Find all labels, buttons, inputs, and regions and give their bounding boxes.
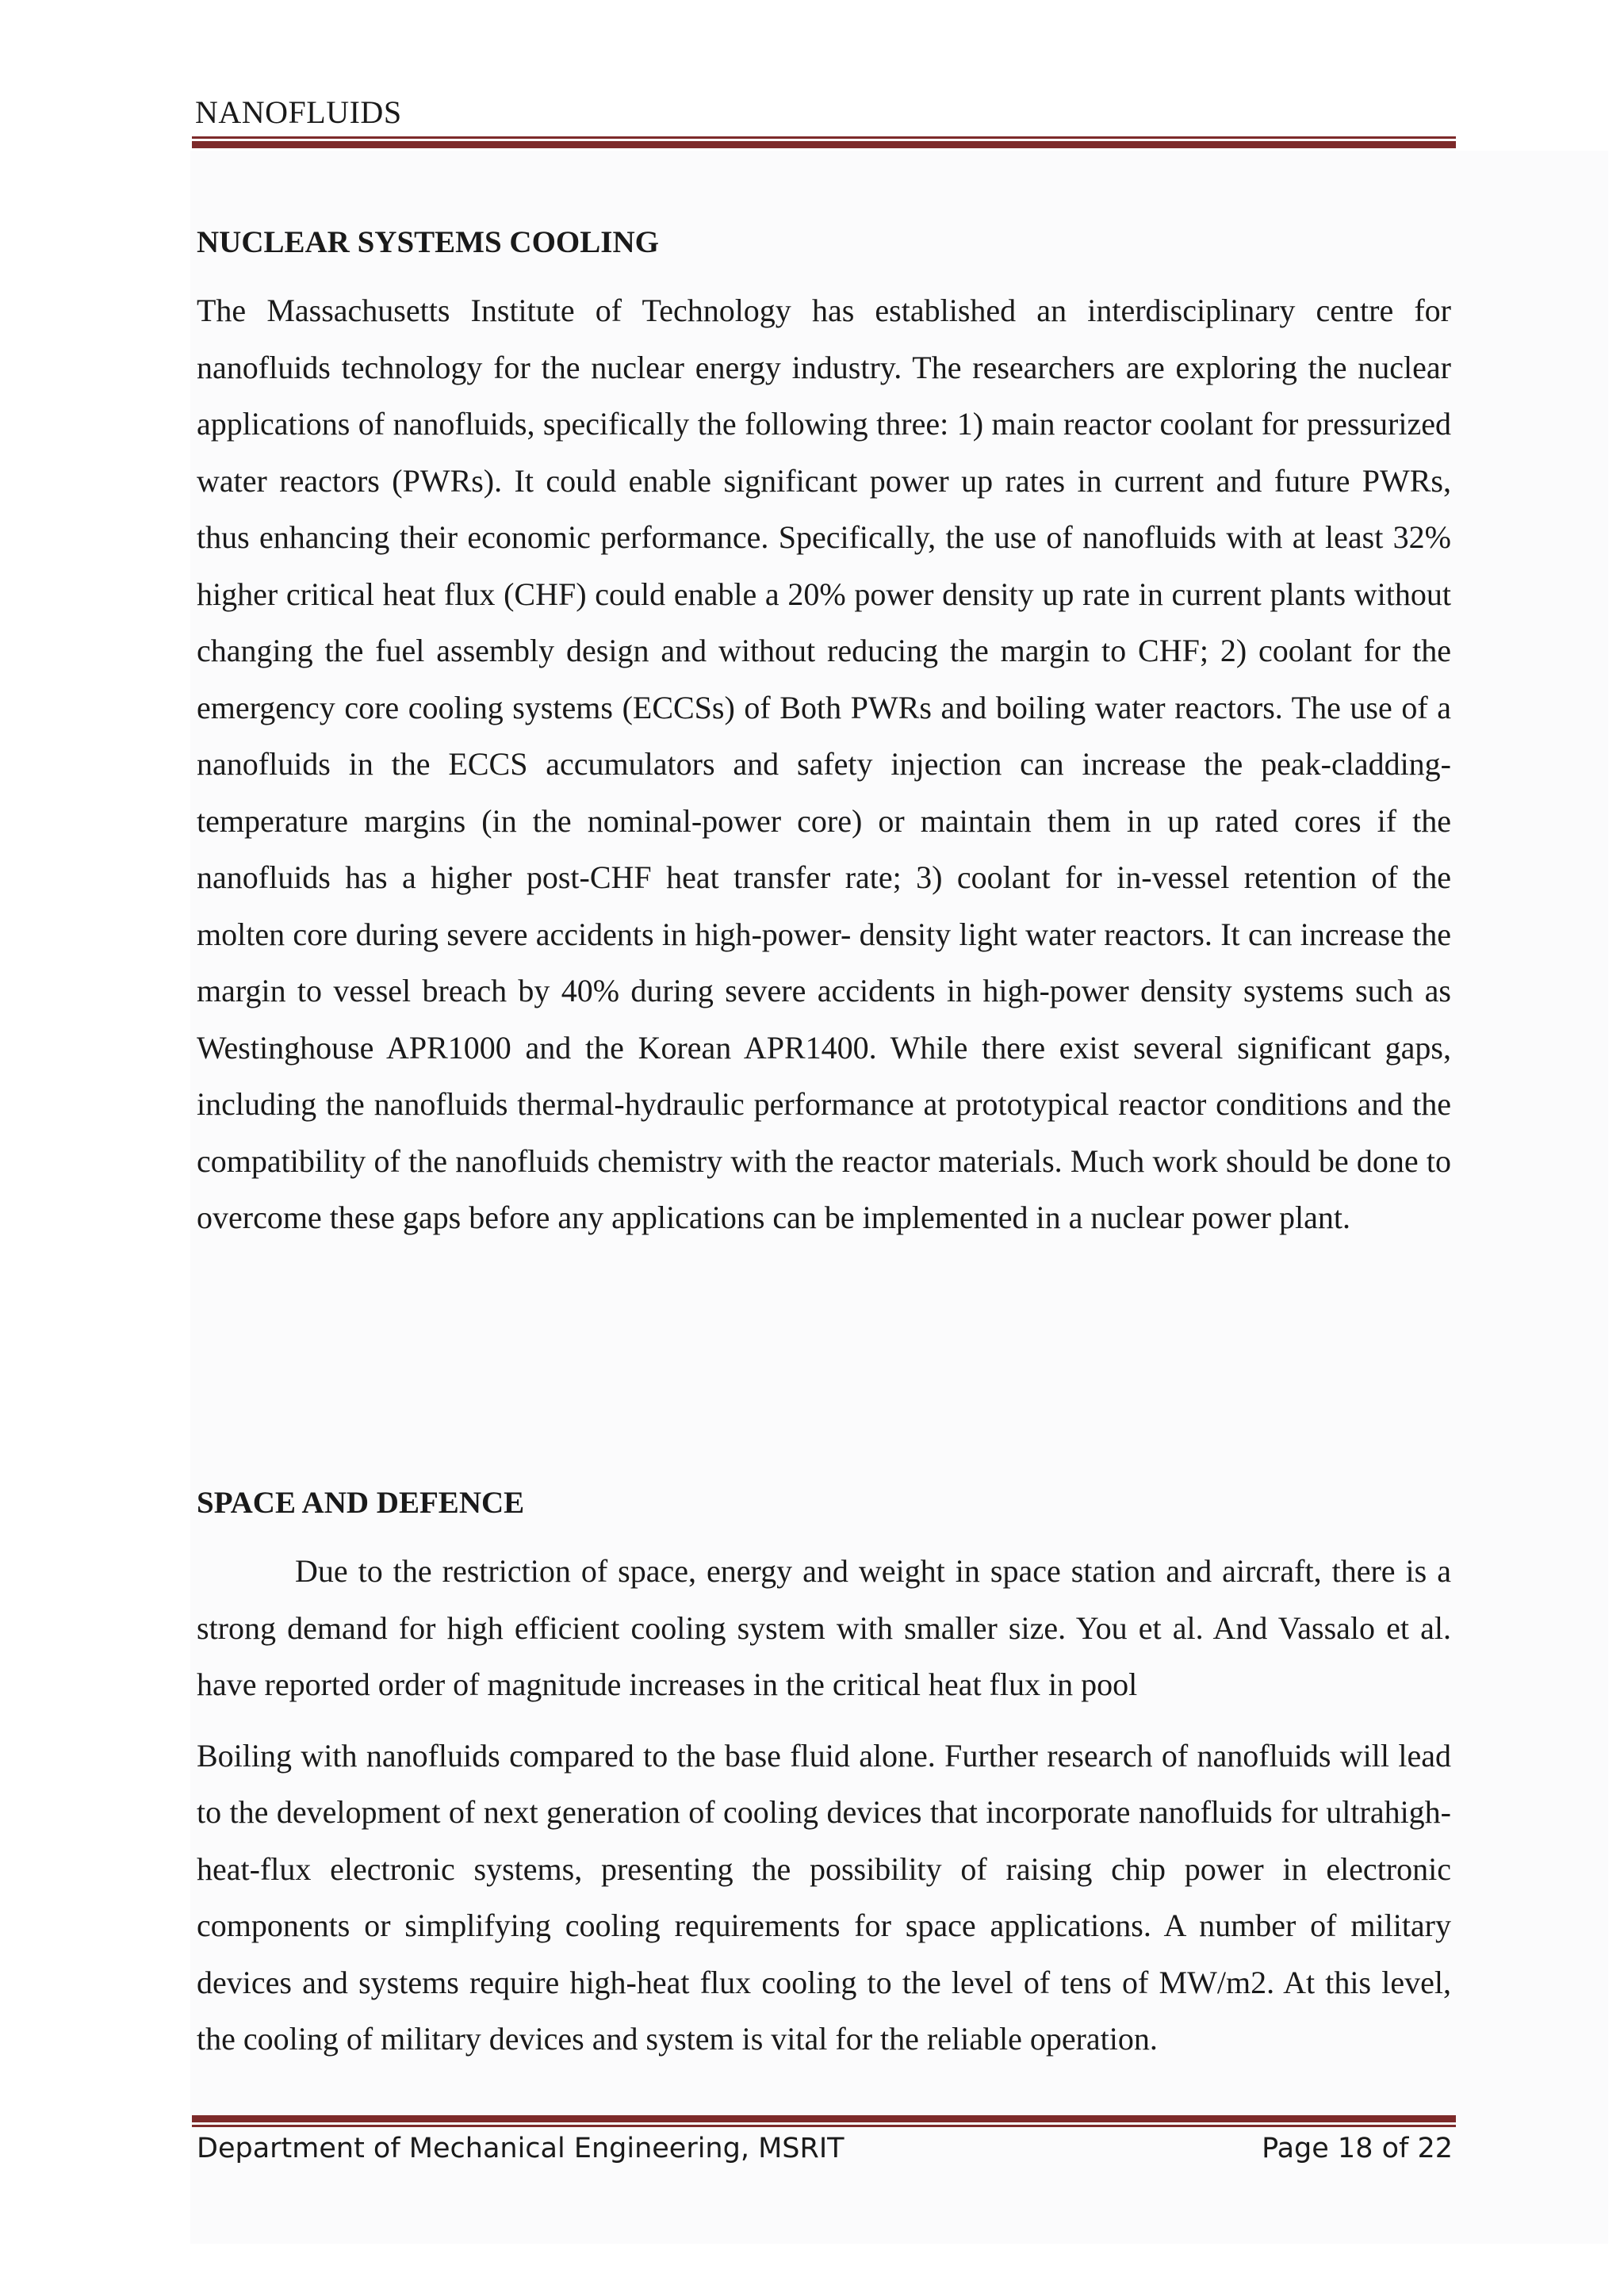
- section-nuclear-systems-cooling: [197, 214, 1451, 1246]
- running-header-title: NANOFLUIDS: [195, 94, 402, 130]
- footer-page-number: Page 18 of 22: [1262, 2133, 1453, 2164]
- section-space-and-defence: [197, 1475, 1451, 2068]
- footer-department: Department of Mechanical Engineering, MSRIT: [197, 2133, 845, 2164]
- section-heading: SPACE AND DEFENCE: [197, 1486, 525, 1520]
- footer-rule: [192, 2115, 1456, 2127]
- paragraph: Boiling with nanofluids compared to the base fluid alone. Further research of nanofluids will lead to the development of next generation of cooling devices that incorporate nanofluids for ultrahigh-heat-flux electronic systems, presenting the possibility of raising chip power in electronic components or simplifying cooling requirements for space applications. A number of military devices and systems require high-heat flux cooling to the level of tens of MW/m2. At this level, the cooling of military devices and system is vital for the reliable operation.: [197, 1737, 1451, 2057]
- paragraph: The Massachusetts Institute of Technology has established an interdisciplinary centre for nanofluids technology for the nuclear energy industry. The researchers are exploring the nuclear applications of nanofluids, specifically the following three: 1) main reactor coolant for pressurized water reactors (PWRs). It could enable significant power up rates in current and future PWRs, thus enhancing their economic performance. Specifically, the use of nanofluids with at least 32% higher critical heat flux (CHF) could enable a 20% power density up rate in current plants without changing the fuel assembly design and without reducing the margin to CHF; 2) coolant for the emergency core cooling systems (ECCSs) of Both PWRs and boiling water reactors. The use of a nanofluids in the ECCS accumulators and safety injection can increase the peak-cladding-temperature margins (in the nominal-power core) or maintain them in up rated cores if the nanofluids has a higher post-CHF heat transfer rate; 3) coolant for in-vessel retention of the molten core during severe accidents in high-power- density light water reactors. It can increase the margin to vessel breach by 40% during severe accidents in high-power density systems such as Westinghouse APR1000 and the Korean APR1400. While there exist several significant gaps, including the nanofluids thermal-hydraulic performance at prototypical reactor conditions and the compatibility of the nanofluids chemistry with the reactor materials. Much work should be done to overcome these gaps before any applications can be implemented in a nuclear power plant.: [197, 293, 1451, 1235]
- header-rule: [192, 136, 1456, 148]
- section-heading: NUCLEAR SYSTEMS COOLING: [197, 225, 659, 259]
- paragraph: Due to the restriction of space, energy and weight in space station and aircraft, there is a strong demand for high efficient cooling system with smaller size. You et al. And Vassalo et al. have reported order of magnitude increases in the critical heat flux in pool: [197, 1553, 1451, 1702]
